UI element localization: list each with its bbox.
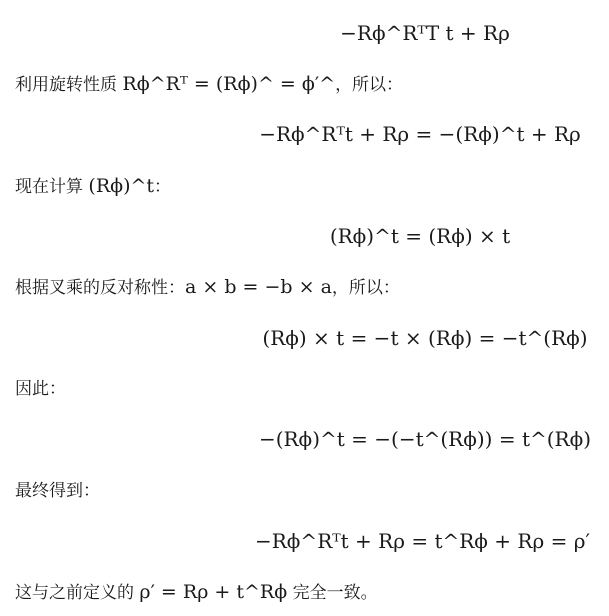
inline-math: a × b = −b × a [185,276,332,298]
paragraph-text-pre: 根据叉乘的反对称性： [15,278,185,298]
paragraph-text-pre: 现在计算 [15,177,89,197]
paragraph-text-post: ： [154,177,172,197]
paragraph-rotation-property [15,73,403,96]
paragraph-therefore [15,378,66,400]
paragraph-consistency [15,581,378,604]
paragraph-finally [15,480,100,502]
paragraph-compute [15,175,171,198]
paragraph-text-pre: 因此： [15,379,66,399]
equation-3: (Rϕ)^t = (Rϕ) × t [329,224,511,248]
paragraph-text-pre: 利用旋转性质 [15,75,123,95]
paragraph-antisymmetry [15,276,400,299]
paragraph-text-post: ，所以： [335,75,404,95]
inline-math: ρ′ = Rρ + t^Rϕ [139,581,288,603]
equation-4: (Rϕ) × t = −t × (Rϕ) = −t^(Rϕ) [262,326,588,350]
equation-5: −(Rϕ)^t = −(−t^(Rϕ)) = t^(Rϕ) [258,427,592,451]
paragraph-text-pre: 这与之前定义的 [15,583,140,603]
paragraph-text-post: ，所以： [331,278,400,298]
paragraph-text-pre: 最终得到： [15,481,100,501]
inline-math: Rϕ^Rᵀ = (Rϕ)^ = ϕ′^ [122,73,336,95]
inline-math: (Rϕ)^t [88,175,155,197]
paragraph-text-post: 完全一致。 [287,583,378,603]
equation-1: −Rϕ^RᵀT t + Rρ [340,21,510,45]
equation-2: −Rϕ^Rᵀt + Rρ = −(Rϕ)^t + Rρ [259,122,581,146]
equation-6: −Rϕ^Rᵀt + Rρ = t^Rϕ + Rρ = ρ′ [254,529,590,553]
